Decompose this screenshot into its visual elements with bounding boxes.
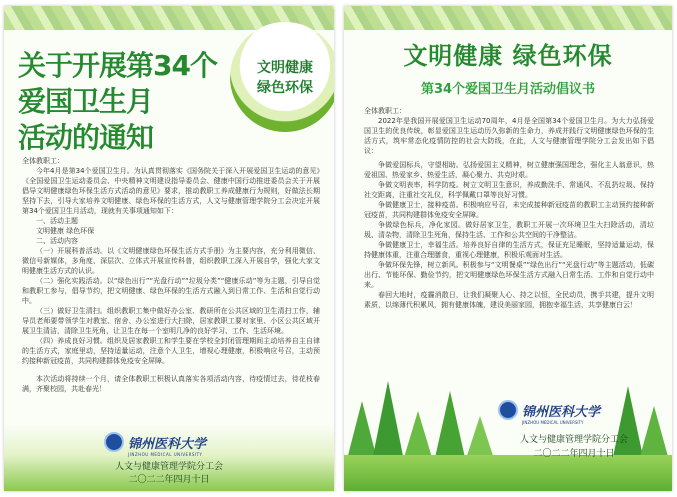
right-poster-proposal: [344, 6, 672, 491]
university-name-en: JINZHOU MEDICAL UNIVERSITY: [128, 452, 203, 457]
proposal-item: 争做绿色标兵，净化家园。做好居家卫生，教职工开展一次环境卫生大扫除活动，清垃圾、清杂物，清除卫生死角，保持生活、工作和公共空间的干净整洁。: [364, 221, 654, 239]
theme-text: 文明健康 绿色环保: [36, 227, 95, 235]
closing-paragraph: 本次活动将持续一个月，请全体教职工积极认真落实各项活动内容，待疫情过去，待花枝春满，齐聚校园，共赴春光！: [22, 375, 320, 393]
paragraph: （四）养成良好习惯。组织及居家教职工和学生要在学校全封闭管理期间主动培养自主自律的生活方式，家庭里动，坚持适量运动，注意个人卫生，增视心理健康，积极响应号召，主动预约接种新冠疫苗，共同构建群体免疫安全屏障。: [22, 337, 320, 365]
badge-caption: 第34个爱国卫生月: [251, 31, 319, 54]
university-seal-icon: [498, 400, 518, 420]
badge-slogan: [242, 58, 328, 98]
badge-slogan-line: 绿色环保: [257, 80, 313, 96]
proposal-item: 争做爱国标兵，守望相助。弘扬爱国主义精神，树立健康强国理念，强化主人翁意识，热爱祖国、热爱家乡、热爱生活，凝心聚力、共克时艰。: [364, 161, 654, 179]
paragraph: 今年4月是第34个爱国卫生月。为认真贯彻落实《国务院关于深入开展爱国卫生运动的意见》《全国爱国卫生运动委员会、中央精神文明建设指导委员会、健康中国行动推进委员会关于开展倡导文明健康绿色环保生活方式活动的意见》要求，推动教职工养成健康行为规则，好做法长期坚持下去，引导大家培养文明健康、绿色环保的生活方式，人文与健康管理学院分工会决定开展第34个爱国卫生月活动，现就有关事项通知如下：: [22, 167, 320, 215]
paragraph: （二）强化实践活动。以“绿色出行”“光盘行动”“垃圾分类”“健康乐动”等为主题，引导自觉和教职工参与，倡导节约，把文明健康、绿色环保的生活方式融入到日常工作、生活和自觉行动中。: [22, 277, 320, 305]
leaf-decoration: [344, 6, 672, 30]
issuing-organization: 人文与健康管理学院分工会: [114, 462, 223, 472]
university-name: 锦州医科大学: [522, 404, 601, 420]
university-seal-icon: [104, 432, 124, 452]
theme-badge: [230, 22, 334, 132]
issue-date: 二〇二二年四月十日: [128, 475, 210, 485]
notice-body: [22, 156, 320, 394]
greeting: 全体教职工：: [22, 157, 64, 165]
notice-footer: [4, 425, 334, 491]
left-poster-notice: [4, 6, 334, 491]
proposal-subtitle: 第34个爱国卫生月活动倡议书: [420, 82, 596, 97]
proposal-item: 争做环保先锋，树立新风。积极参与“文明餐桌”“绿色出行”“光盘行动”等主题活动，低碳出行、节能环保、勤俭节约，把文明健康绿色环保生活方式融入日常生活、工作和自觉行动中来。: [364, 261, 654, 289]
university-name: 锦州医科大学: [128, 436, 207, 452]
proposal-item: 争做文明表率，科学防疫。树立文明卫生意识，养成勤洗手、常通风、不乱扔垃圾、保持社交距离，注重社交礼仪，科学佩戴口罩等良好习惯。: [364, 181, 654, 199]
issue-date: 二〇二二年四月十日: [533, 449, 615, 459]
university-logo: [498, 398, 648, 422]
grass-ground: [344, 455, 672, 491]
university-name-en: JINZHOU MEDICAL UNIVERSITY: [522, 420, 584, 425]
badge-slogan-line: 文明健康: [257, 60, 313, 76]
paragraph: 2022年是我国开展爱国卫生运动70周年，4月是全国第34个爱国卫生月。为大力弘扬爱国卫生的优良传统，彰显爱国卫生运动历久弥新的生命力，养成并践行文明健康绿色环保的生活方式，筑牢常态化疫情防控的社会大防线，在此，人文与健康管理学院分工会发出如下倡议：: [364, 117, 654, 155]
proposal-body: [364, 106, 654, 310]
proposal-title: 文明健康 绿色环保: [403, 42, 613, 70]
proposal-item: 争做健康卫士，幸福生活。培养良好自律的生活方式，保证充足睡眠，坚持适量运动，保持健康体重，注重合理膳食，重视心理健康，积极乐观面对生活。: [364, 241, 654, 259]
paragraph: （三）做好卫生清扫。组织教职工集中做好办公室、教研所在公共区域的卫生清扫工作，辅导员老师要带领学生对教室、宿舍、办公室进行大扫除，居家教职工要对家里、小区公共区域开展卫生清洁，清除卫生死角，让卫生在每一个室明几净的良好学习、工作、生活环境。: [22, 307, 320, 335]
university-logo: [104, 431, 254, 453]
notice-title-line: 关于开展第34个: [18, 49, 217, 82]
closing-paragraph: 春回大地时，疫霾消散日，让我们凝聚人心、持之以恒，全民动员，携手共建，提升文明素质，以绵薄代积累风，拥有健康体魄，建设美丽家园，拥抱幸福生活，共享健康白云！: [364, 291, 654, 309]
section-heading: 二、活动内容: [36, 237, 78, 245]
paragraph: （一）开展科普活动。以《文明健康绿色环保生活方式手册》为主要内容，充分利用微信、微信号新媒体，多角度、深层次、立体式开展宣传科普，组织教职工深入开展自学，强化大家文明健康生活方式的认识。: [22, 247, 320, 275]
notice-title-line: 爱国卫生月: [18, 85, 154, 118]
notice-title-line: 活动的通知: [18, 121, 154, 154]
greeting: 全体教职工：: [364, 107, 406, 115]
section-heading: 一、活动主题: [36, 217, 78, 225]
issuing-organization: 人文与健康管理学院分工会: [519, 435, 628, 445]
notice-title: [18, 48, 233, 156]
tree-illustration: [344, 371, 672, 491]
proposal-item: 争做健康卫士，接种疫苗。积极响应号召，未完成接种新冠疫苗的教职工主动预约接种新冠疫苗，共同构建群体免疫安全屏障。: [364, 201, 654, 219]
